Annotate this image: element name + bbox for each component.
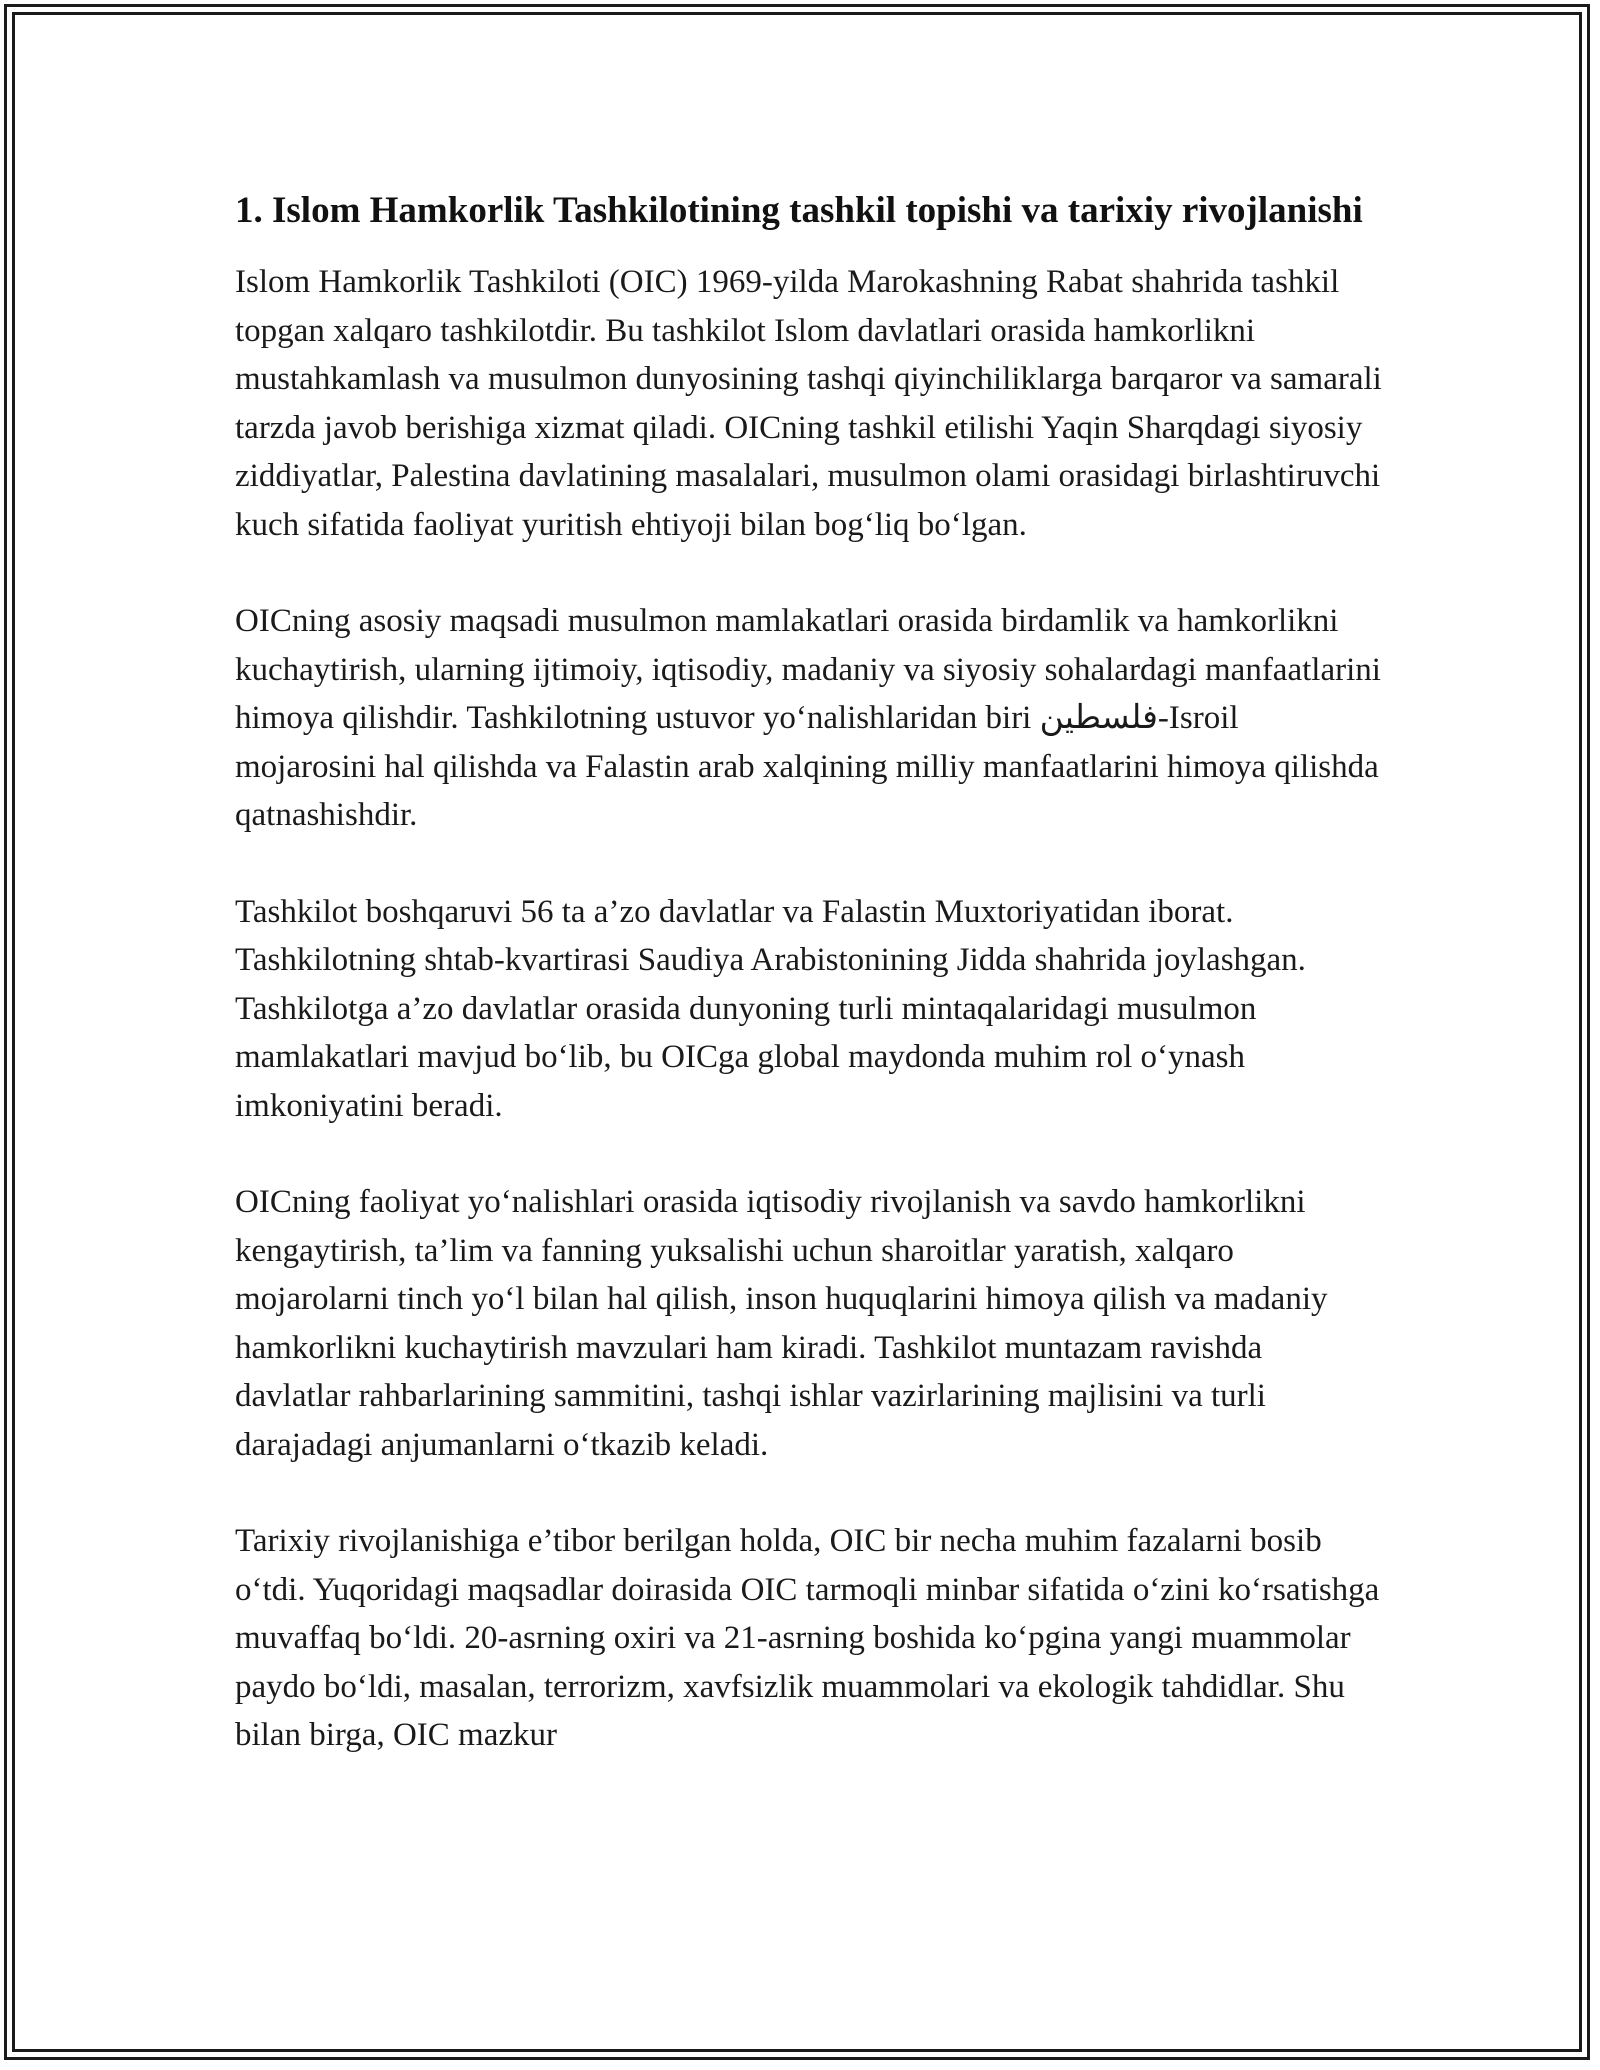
paragraph-activities: OICning faoliyat yo‘nalishlari orasida iqtisodiy rivojlanish va savdo hamkorlikni kengaytirish, ta’lim va fanning yuksalishi uchun sharoitlar yaratish, xalqaro mojarolarni tinch yo‘l bilan hal qilish, inson huquqlarini himoya qilish va madaniy hamkorlikni kuchaytirish mavzulari ham kiradi. Tashkilot muntazam ravishda davlatlar rahbarlarining sammitini, tashqi ishlar vazirlarining majlisini va turli darajadagi anjumanlarni o‘tkazib keladi. — [235, 1184, 1328, 1463]
paragraph-founding: Islom Hamkorlik Tashkiloti (OIC) 1969-yilda Marokashning Rabat shahrida tashkil topgan xalqaro tashkilotdir. Bu tashkilot Islom davlatlari orasida hamkorlikni mustahkamlash va musulmon dunyosining tashqi qiyinchiliklarga barqaror va samarali tarzda javob berishiga xizmat qiladi. OICning tashkil etilishi Yaqin Sharqdagi siyosiy ziddiyatlar, Palestina davlatining masalalari, musulmon olami orasidagi birlashtiruvchi kuch sifatida faoliyat yuritish ehtiyoji bilan bog‘liq bo‘lgan. — [235, 264, 1382, 543]
paragraph-goals: OICning asosiy maqsadi musulmon mamlakatlari orasida birdamlik va hamkorlikni kuchaytirish, ularning ijtimoiy, iqtisodiy, madaniy va siyosiy sohalardagi manfaatlarini himoya qilishdir. Tashkilotning ustuvor yo‘nalishlaridan biri فلسطين-Isroil mojarosini hal qilishda va Falastin arab xalqining milliy manfaatlarini himoya qilishda qatnashishdir. — [235, 603, 1381, 833]
paragraph-membership: Tashkilot boshqaruvi 56 ta a’zo davlatlar va Falastin Muxtoriyatidan iborat. Tashkilotning shtab-kvartirasi Saudiya Arabistonining Jidda shahrida joylashgan. Tashkilotga a’zo davlatlar orasida dunyoning turli mintaqalaridagi musulmon mamlakatlari mavjud bo‘lib, bu OICga global maydonda muhim rol o‘ynash imkoniyatini beradi. — [235, 893, 1306, 1124]
document-body — [235, 184, 1385, 1760]
section-heading: 1. Islom Hamkorlik Tashkilotining tashkil topishi va tarixiy rivojlanishi — [235, 190, 1363, 231]
paragraph-history: Tarixiy rivojlanishiga e’tibor berilgan holda, OIC bir necha muhim fazalarni bosib o‘tdi. Yuqoridagi maqsadlar doirasida OIC tarmoqli minbar sifatida o‘zini ko‘rsatishga muvaffaq bo‘ldi. 20-asrning oxiri va 21-asrning boshida ko‘pgina yangi muammolar paydo bo‘ldi, masalan, terrorizm, xavfsizlik muammolari va ekologik tahdidlar. Shu bilan birga, OIC mazkur — [235, 1523, 1380, 1753]
